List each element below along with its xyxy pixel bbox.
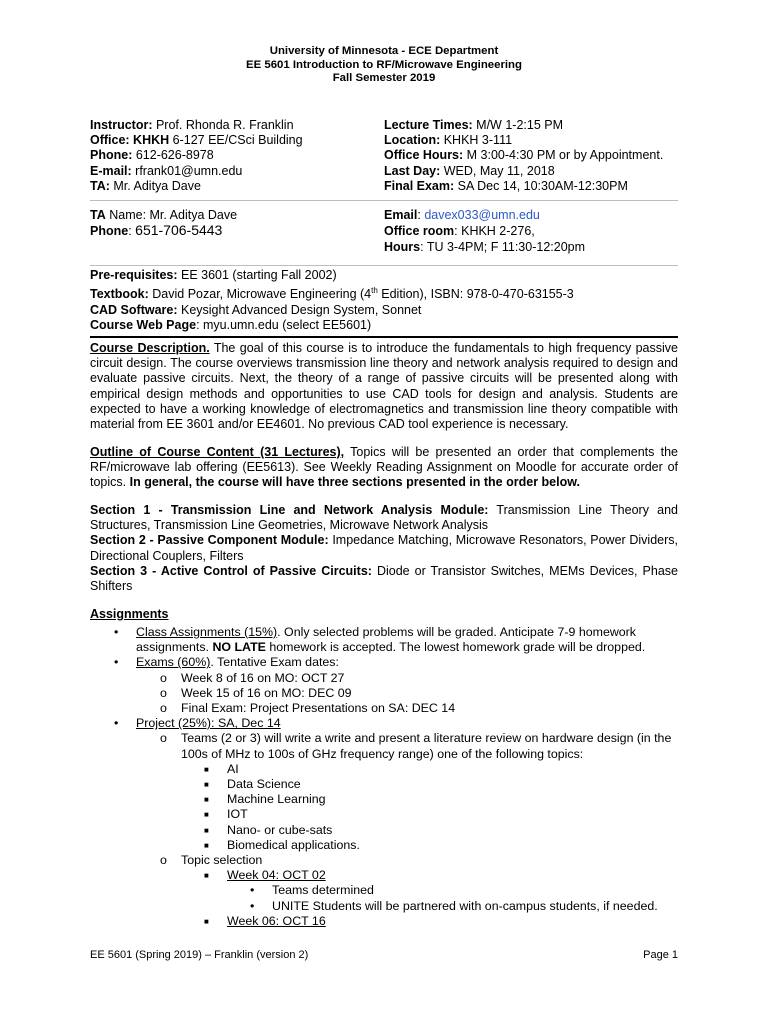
office-line: Office: KHKH 6-127 EE/CSci Building (90, 133, 303, 148)
ta-info (90, 208, 237, 239)
header-semester: Fall Semester 2019 (332, 72, 436, 84)
list-item: • UNITE Students will be partnered with on-campus students, if needed. (250, 898, 658, 913)
ta-phone-line: Phone: 651-706-5443 (90, 222, 223, 239)
page-number: Page 1 (643, 949, 678, 961)
course-web-page-line: Course Web Page: myu.umn.edu (select EE5601) (90, 317, 372, 332)
ta-contact (384, 208, 585, 255)
location-line: Location: KHKH 3-111 (384, 133, 513, 148)
ta-office-line: Office room: KHKH 2-276, (384, 223, 535, 238)
phone-line: Phone: 612-626-8978 (90, 148, 214, 163)
textbook-line: Textbook: David Pozar, Microwave Engineering (4th Edition), ISBN: 978-0-470-63155-3 (90, 286, 574, 302)
list-item: ■ AI (204, 761, 239, 776)
header-course: EE 5601 Introduction to RF/Microwave Engineering (246, 58, 522, 71)
list-item: ■ Machine Learning (204, 792, 326, 807)
course-sections (90, 503, 678, 594)
lecture-times-line: Lecture Times: M/W 1-2:15 PM (384, 118, 563, 132)
ta-email-link[interactable]: davex033@umn.edu (424, 208, 540, 222)
cad-software-line: CAD Software: Keysight Advanced Design System, Sonnet (90, 302, 422, 317)
course-info (90, 268, 574, 333)
office-hours-line: Office Hours: M 3:00-4:30 PM or by Appointment. (384, 148, 664, 163)
prerequisites-line: Pre-requisites: EE 3601 (starting Fall 2002) (90, 268, 337, 282)
divider (90, 336, 678, 338)
header-university: University of Minnesota - ECE Department (269, 45, 499, 57)
list-item: assignments. NO LATE homework is accepted. The lowest homework grade will be dropped. (136, 640, 646, 655)
list-item: o Topic selection (160, 853, 263, 868)
list-item: ■ Week 06: OCT 16 (204, 913, 326, 928)
section-3: Section 3 - Active Control of Passive Circuits: Diode or Transistor Switches, MEMs Devices, Phase Shifters (90, 563, 678, 594)
list-item: o Week 8 of 16 on MO: OCT 27 (160, 670, 345, 685)
ta-email-line: Email: davex033@umn.edu (384, 208, 540, 222)
list-item: ■ Nano- or cube-sats (204, 822, 333, 837)
instructor-line: Instructor: Prof. Rhonda R. Franklin (90, 118, 294, 132)
list-item: ■ Biomedical applications. (204, 837, 360, 852)
divider (90, 200, 678, 201)
footer-course-version: EE 5601 (Spring 2019) – Franklin (version 2) (90, 949, 309, 961)
list-item: ■ Data Science (204, 777, 301, 792)
list-item: o Final Exam: Project Presentations on SA: DEC 14 (160, 701, 456, 716)
list-item: ■ IOT (204, 807, 248, 822)
document-header (0, 45, 768, 86)
lecture-info (384, 118, 663, 194)
final-exam-line: Final Exam: SA Dec 14, 10:30AM-12:30PM (384, 178, 628, 193)
list-item: 100s of MHz to 100s of GHz frequency range) one of the following topics: (181, 746, 584, 761)
last-day-line: Last Day: WED, May 11, 2018 (384, 163, 555, 178)
list-item: ■ Week 04: OCT 02 (204, 868, 326, 883)
section-2: Section 2 - Passive Component Module: Impedance Matching, Microwave Resonators, Power Dividers, Directional Couplers, Filters (90, 533, 678, 563)
list-item: • Project (25%): SA, Dec 14 (114, 716, 281, 731)
list-item: o Teams (2 or 3) will write a write and present a literature review on hardware design (in the (160, 731, 672, 746)
section-1: Section 1 - Transmission Line and Network Analysis Module: Transmission Line Theory and Structures, Transmission Line Geometries, Microwave Network Analysis (90, 503, 678, 533)
divider (90, 265, 678, 266)
page-footer (90, 949, 678, 961)
ta-name-line: TA Name: Mr. Aditya Dave (90, 208, 238, 222)
list-item: • Teams determined (250, 883, 374, 898)
ta-hours-line: Hours: TU 3-4PM; F 11:30-12:20pm (384, 239, 586, 254)
instructor-info (90, 118, 303, 194)
assignments-list (90, 625, 690, 929)
list-item: • Exams (60%). Tentative Exam dates: (114, 655, 339, 670)
course-outline: Outline of Course Content (31 Lectures), Topics will be presented an order that complements the RF/microwave lab offering (EE5613). See Weekly Reading Assignment on Moodle for accurate order of topics. In general, the course will have three sections presented in the order below. (90, 445, 678, 490)
course-description: Course Description. The goal of this course is to introduce the fundamentals to high frequency passive circuit design. The course overviews transmission line theory and network analysis required to design and evaluate passive circuits. Next, the theory of a range of passive circuits will be presented along with empirical design methods and opportunities to use CAD tools for design and analysis. Students are expected to have a working knowledge of electromagnetics and transmission line theory compatible with material from EE 3601 and/or EE4601. No previous CAD tool experience is necessary. (90, 341, 678, 432)
email-line: E-mail: rfrank01@umn.edu (90, 163, 243, 178)
list-item: o Week 15 of 16 on MO: DEC 09 (160, 685, 352, 700)
ta-line: TA: Mr. Aditya Dave (90, 178, 201, 193)
list-item: • Class Assignments (15%). Only selected problems will be graded. Anticipate 7-9 homework (114, 625, 636, 639)
assignments-heading: Assignments (90, 607, 169, 621)
